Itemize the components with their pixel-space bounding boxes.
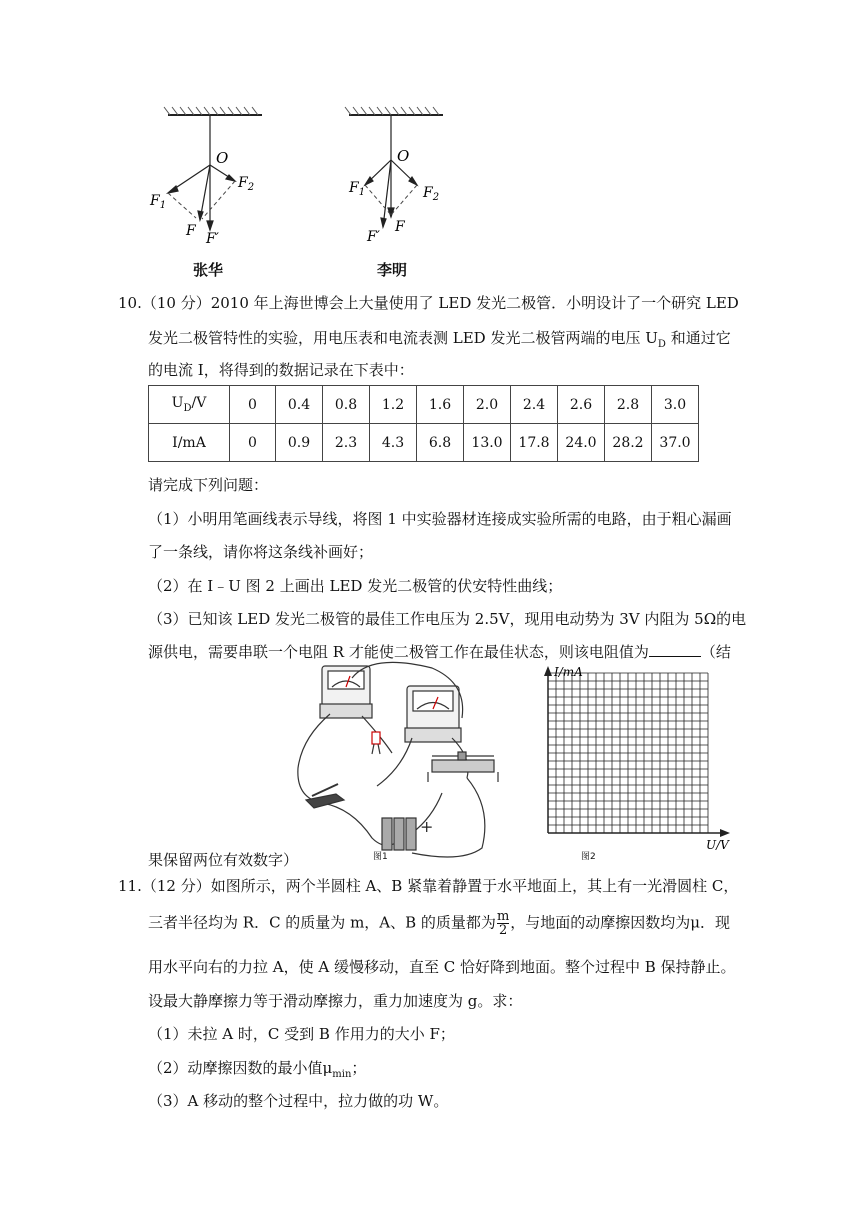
table-cell: 28.2: [605, 424, 652, 462]
q10-part3-a: （3）已知该 LED 发光二极管的最佳工作电压为 2.5V，现用电动势为 3V 内阻为 5Ω的电: [148, 610, 747, 628]
table-row: [149, 386, 699, 424]
force-diagram-zhanghua: [140, 105, 280, 245]
table-cell: 17.8: [511, 424, 558, 462]
q11-line-4: 设最大静摩擦力等于滑动摩擦力，重力加速度为 g。求：: [148, 992, 523, 1010]
graph-x-label: U/V: [706, 838, 729, 852]
svg-text:F2: $F_2$: [238, 175, 255, 193]
q10-part1-b: 了一条线，请你将这条线补画好；: [148, 543, 374, 561]
table-cell: 3.0: [652, 386, 699, 424]
table-cell: 24.0: [558, 424, 605, 462]
q11-part1: （1）未拉 A 时，C 受到 B 作用力的大小 F；: [148, 1025, 455, 1043]
table-cell: 1.6: [417, 386, 464, 424]
q11-line-3: 用水平向右的力拉 A，使 A 缓慢移动，直至 C 恰好降到地面。整个过程中 B 保持静止。: [148, 958, 736, 976]
q10-part2: （2）在 I﹣U 图 2 上画出 LED 发光二极管的伏安特性曲线；: [148, 577, 563, 595]
answer-blank[interactable]: [649, 642, 701, 657]
svg-text:F: F: [186, 223, 196, 239]
q11-line-2: 三者半径均为 R．C 的质量为 m，A、B 的质量都为 $\frac{m}{2}$ ，与地面的动摩擦因数均为μ．现: [148, 909, 731, 938]
svg-text:F: F: [395, 219, 405, 235]
q11-line-1: 11.（12 分）如图所示，两个半圆柱 A、B 紧靠着静置于水平地面上，其上有一光滑圆柱 C，: [118, 877, 739, 895]
q10-line-2: 发光二极管特性的实验，用电压表和电流表测 LED 发光二极管两端的电压 $U_D$ 和通过它: [148, 329, 731, 350]
table-cell: 0: [230, 386, 276, 424]
table-cell: 2.6: [558, 386, 605, 424]
led-data-table: [148, 385, 699, 462]
iu-graph-grid: [530, 660, 740, 860]
table-cell: 2.3: [323, 424, 370, 462]
table-cell: 13.0: [464, 424, 511, 462]
table-cell: 4.3: [370, 424, 417, 462]
svg-text:O: O: [397, 147, 410, 165]
caption-liming: 李明: [377, 261, 408, 279]
table-cell: 2.0: [464, 386, 511, 424]
svg-text:F′: F′: [206, 231, 219, 245]
row-label-ud: $U_D/V$: [149, 386, 230, 424]
table-cell: 2.8: [605, 386, 652, 424]
table-cell: 0.4: [276, 386, 323, 424]
table-cell: 0.9: [276, 424, 323, 462]
table-cell: 2.4: [511, 386, 558, 424]
q10-part3-b: 源供电，需要串联一个电阻 R 才能使二极管工作在最佳状态，则该电阻值为 （结: [148, 643, 731, 661]
q10-prompt: 请完成下列问题：: [148, 476, 269, 494]
svg-text:F′: F′: [367, 229, 380, 245]
q10-part1-a: （1）小明用笔画线表示导线，将图 1 中实验器材连接成实验所需的电路，由于粗心漏画: [148, 510, 732, 528]
label-o: O: [216, 149, 229, 167]
q11-part3: （3）A 移动的整个过程中，拉力做的功 W。: [148, 1092, 449, 1110]
svg-text:F1: $F_1$: [150, 193, 167, 211]
q10-part3-c: 果保留两位有效数字）: [148, 851, 299, 869]
row-label-i: I/mA: [149, 424, 230, 462]
svg-text:F2: $F_2$: [423, 185, 440, 203]
table-row: [149, 424, 699, 462]
graph-y-label: I/mA: [554, 665, 583, 679]
fig2-caption: 图2: [581, 852, 596, 862]
q10-line-1: 10.（10 分）2010 年上海世博会上大量使用了 LED 发光二极管．小明设计了一个研究 LED: [118, 294, 739, 312]
table-cell: 1.2: [370, 386, 417, 424]
q10-line-3: 的电流 I，将得到的数据记录在下表中：: [148, 361, 414, 379]
table-cell: 0: [230, 424, 276, 462]
table-cell: 37.0: [652, 424, 699, 462]
table-cell: 6.8: [417, 424, 464, 462]
q11-part2: （2）动摩擦因数的最小值$\mu_{min}$；: [148, 1059, 367, 1080]
fraction-m-over-2: $\frac{m}{2}$: [496, 909, 510, 938]
svg-text:F1: $F_1$: [349, 180, 366, 198]
caption-zhanghua: 张华: [193, 261, 224, 279]
svg-text:+: +: [420, 817, 434, 836]
fig1-caption: 图1: [373, 852, 388, 862]
circuit-apparatus-figure: [292, 658, 517, 863]
force-diagram-liming: [325, 105, 465, 245]
table-cell: 0.8: [323, 386, 370, 424]
